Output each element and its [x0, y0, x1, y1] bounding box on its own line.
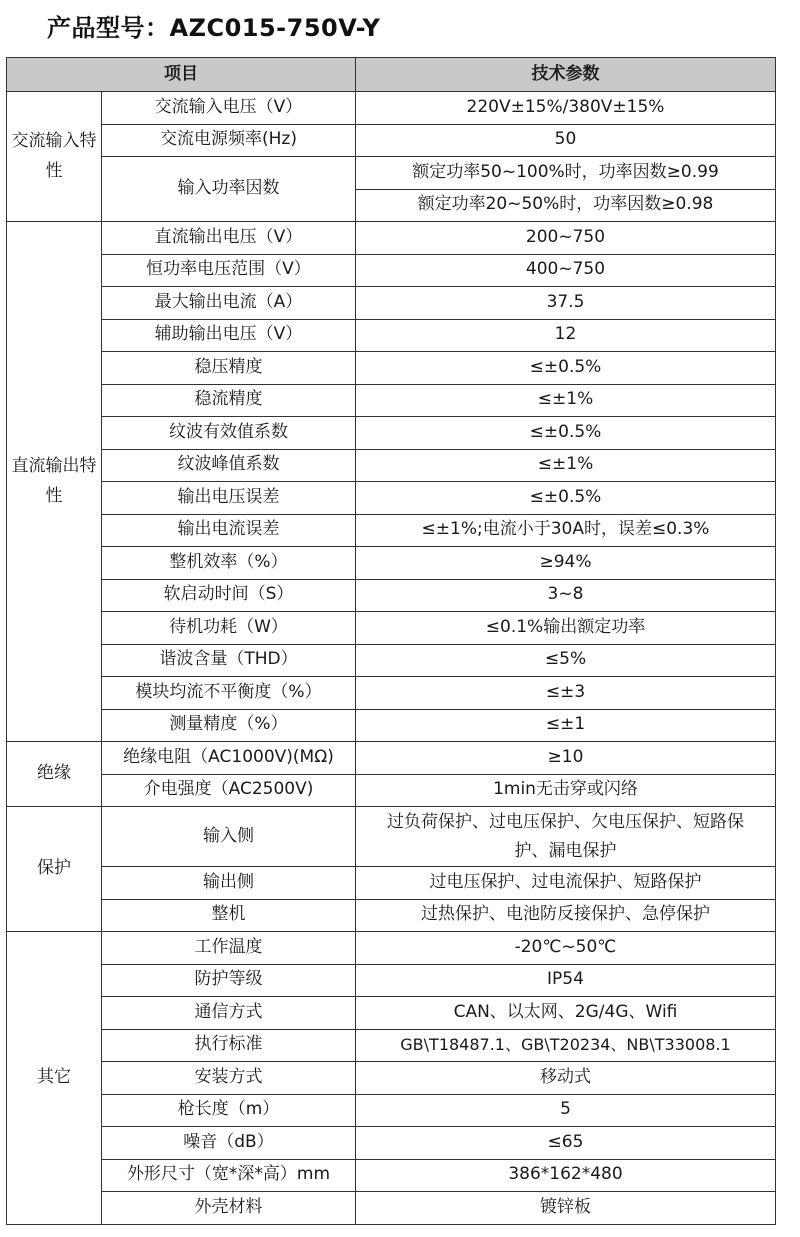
table-row [7, 352, 776, 385]
row-value: ≥94% [356, 547, 776, 580]
row-name: 待机功耗（W） [102, 612, 356, 645]
row-name: 纹波有效值系数 [102, 417, 356, 450]
row-value: ≤±0.5% [356, 352, 776, 385]
row-name: 工作温度 [102, 932, 356, 965]
row-value: 过电压保护、过电流保护、短路保护 [356, 867, 776, 900]
row-value: 50 [356, 124, 776, 157]
row-name: 介电强度（AC2500V) [102, 774, 356, 807]
table-row [7, 1094, 776, 1127]
category-protection: 保护 [7, 807, 102, 932]
row-value: ≤5% [356, 644, 776, 677]
row-name: 模块均流不平衡度（%） [102, 677, 356, 710]
row-name: 谐波含量（THD） [102, 644, 356, 677]
row-name: 最大输出电流（A） [102, 287, 356, 320]
row-value: CAN、以太网、2G/4G、Wifi [356, 997, 776, 1030]
table-row [7, 644, 776, 677]
row-value: GB\T18487.1、GB\T20234、NB\T33008.1 [356, 1029, 776, 1062]
category-other: 其它 [7, 932, 102, 1225]
table-header-row [7, 58, 776, 92]
header-item: 项目 [7, 58, 356, 92]
row-name: 通信方式 [102, 997, 356, 1030]
table-row [7, 579, 776, 612]
row-name: 辅助输出电压（V） [102, 319, 356, 352]
table-row [7, 997, 776, 1030]
category-ac-input: 交流输入特性 [7, 92, 102, 222]
row-name: 外壳材料 [102, 1192, 356, 1225]
table-row [7, 899, 776, 932]
table-row [7, 319, 776, 352]
table-row [7, 1029, 776, 1062]
row-name: 绝缘电阻（AC1000V)(MΩ) [102, 742, 356, 775]
row-name: 交流电源频率(Hz) [102, 124, 356, 157]
table-row [7, 482, 776, 515]
row-value: 386*162*480 [356, 1159, 776, 1192]
row-value: ≤±1%;电流小于30A时，误差≤0.3% [356, 514, 776, 547]
row-value: 200~750 [356, 222, 776, 255]
row-name: 纹波峰值系数 [102, 449, 356, 482]
table-row [7, 709, 776, 742]
row-name: 噪音（dB） [102, 1127, 356, 1160]
table-row [7, 964, 776, 997]
row-name: 稳流精度 [102, 384, 356, 417]
row-name: 输入功率因数 [102, 157, 356, 222]
row-name: 枪长度（m） [102, 1094, 356, 1127]
row-name: 整机 [102, 899, 356, 932]
row-value: 400~750 [356, 254, 776, 287]
table-row [7, 417, 776, 450]
table-row [7, 1192, 776, 1225]
row-value: 37.5 [356, 287, 776, 320]
table-row [7, 254, 776, 287]
table-row [7, 677, 776, 710]
table-row [7, 1127, 776, 1160]
row-value: ≥10 [356, 742, 776, 775]
row-name: 安装方式 [102, 1062, 356, 1095]
row-value: ≤0.1%输出额定功率 [356, 612, 776, 645]
table-row [7, 547, 776, 580]
row-value: 1min无击穿或闪络 [356, 774, 776, 807]
table-row [7, 222, 776, 255]
row-value: 过热保护、电池防反接保护、急停保护 [356, 899, 776, 932]
row-name: 软启动时间（S） [102, 579, 356, 612]
row-name: 整机效率（%） [102, 547, 356, 580]
row-name: 测量精度（%） [102, 709, 356, 742]
row-name: 输出侧 [102, 867, 356, 900]
row-value: 12 [356, 319, 776, 352]
table-row [7, 124, 776, 157]
row-value: 过负荷保护、过电压保护、欠电压保护、短路保护、漏电保护 [356, 807, 776, 867]
row-value: 移动式 [356, 1062, 776, 1095]
row-name: 防护等级 [102, 964, 356, 997]
row-value: IP54 [356, 964, 776, 997]
row-name: 执行标准 [102, 1029, 356, 1062]
row-value: ≤±1% [356, 384, 776, 417]
category-insulation: 绝缘 [7, 742, 102, 807]
row-name: 输入侧 [102, 807, 356, 867]
row-value: ≤±0.5% [356, 417, 776, 450]
row-value: 额定功率20~50%时，功率因数≥0.98 [356, 189, 776, 222]
table-row [7, 612, 776, 645]
table-row [7, 514, 776, 547]
table-row [7, 867, 776, 900]
table-row [7, 774, 776, 807]
row-name: 恒功率电压范围（V） [102, 254, 356, 287]
row-value: ≤±0.5% [356, 482, 776, 515]
table-row [7, 449, 776, 482]
page-title: 产品型号：AZC015-750V-Y [47, 14, 381, 42]
table-row [7, 1159, 776, 1192]
row-value: 220V±15%/380V±15% [356, 92, 776, 125]
row-value: ≤±3 [356, 677, 776, 710]
row-name: 输出电流误差 [102, 514, 356, 547]
table-row [7, 807, 776, 867]
spec-table [6, 57, 776, 1225]
table-row [7, 1062, 776, 1095]
row-value: -20℃~50℃ [356, 932, 776, 965]
row-value: ≤65 [356, 1127, 776, 1160]
table-row [7, 384, 776, 417]
table-row [7, 742, 776, 775]
table-row [7, 157, 776, 190]
table-row [7, 932, 776, 965]
row-name: 输出电压误差 [102, 482, 356, 515]
row-value: 3~8 [356, 579, 776, 612]
table-row [7, 92, 776, 125]
row-value: 额定功率50~100%时，功率因数≥0.99 [356, 157, 776, 190]
row-value: 5 [356, 1094, 776, 1127]
table-row [7, 287, 776, 320]
row-name: 外形尺寸（宽*深*高）mm [102, 1159, 356, 1192]
header-param: 技术参数 [356, 58, 776, 92]
category-dc-output: 直流输出特性 [7, 222, 102, 742]
row-name: 直流输出电压（V） [102, 222, 356, 255]
row-value: ≤±1% [356, 449, 776, 482]
row-name: 稳压精度 [102, 352, 356, 385]
row-value: ≤±1 [356, 709, 776, 742]
row-value: 镀锌板 [356, 1192, 776, 1225]
row-name: 交流输入电压（V） [102, 92, 356, 125]
